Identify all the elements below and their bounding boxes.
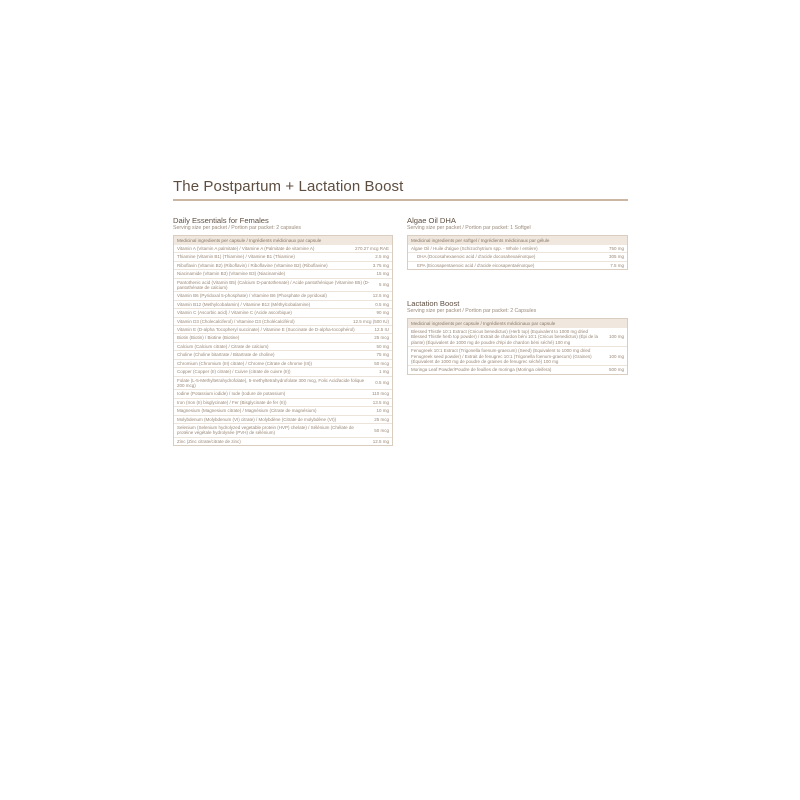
table-body <box>408 328 627 374</box>
ingredient-amount: 75 mg <box>376 352 389 358</box>
table-row <box>174 350 392 358</box>
table-row <box>174 325 392 333</box>
table-row <box>408 328 627 346</box>
ingredient-amount: 3.75 mg <box>372 262 389 268</box>
table-row <box>174 333 392 341</box>
table-row <box>174 278 392 292</box>
ingredient-name: Iron (Iron (II) bisglycinate) / Fer (Bisglycinate de fer (II)) <box>177 399 287 405</box>
ingredient-amount: 13.5 mg <box>372 399 389 405</box>
ingredient-amount: 25 mcg <box>374 416 389 422</box>
section-title: Daily Essentials for Females <box>173 216 269 225</box>
table-row <box>174 415 392 423</box>
ingredient-name: Choline (Choline bitartrate / Bitartrate de choline) <box>177 352 275 358</box>
ingredient-amount: 50 mg <box>376 343 389 349</box>
ingredient-amount: 15 mg <box>376 271 389 277</box>
serving-size: Serving size per packet / Portion par packet: 1 Softgel <box>407 225 531 231</box>
table-header: Medicinal ingredients per softgel / Ingrédients médicinaux par gélule <box>408 236 627 245</box>
ingredient-name: Pantothenic acid (Vitamin B5) (Calcium D-pantothenate) / Acide pantothénique (Vitamine B5) (D-pantothénate de calcium) <box>177 279 370 291</box>
ingredient-amount: 90 mg <box>376 310 389 316</box>
ingredient-name: Vitamin B12 (Methylcobalamin) / Vitamine B12 (Méthylcobalamine) <box>177 301 311 307</box>
section-title: Lactation Boost <box>407 299 460 308</box>
lactation-boost-section <box>407 299 628 375</box>
ingredient-name: Fenugreek 10:1 Extract (Trigonella foenum-graecum) (Seed) (Equivalent to 1000 mg dried Fenugreek seed powder) / Extrait de fenugrec 10:1 (Trigonella foenum-graecum) (Graines) (Équivalent de 1000 mg de poudre de graines de fenugrec séché) 100 mg <box>411 348 592 365</box>
ingredient-name: DHA (Docosahexaenoic acid / d'acide docosahexaénoïque) <box>417 254 536 260</box>
ingredient-name: Zinc (Zinc citrate/citrate de zinc) <box>177 438 241 444</box>
ingredient-name: Molybdenum (Molybdenum (VI) citrate) / Molybdène (Citrate de molybdène (VI)) <box>177 416 337 422</box>
ingredient-amount: 305 mg <box>608 254 624 260</box>
ingredient-amount: 25 mcg <box>374 335 389 341</box>
ingredient-amount: 750 mg <box>608 246 624 251</box>
ingredient-name: Riboflavin (Vitamin B2) (Riboflavin) / Riboflavine (Vitamine B2) (Riboflavine) <box>177 262 328 268</box>
ingredient-name: Copper (Copper (II) citrate) / Cuivre (citrate de cuivre (II)) <box>177 369 291 375</box>
ingredient-amount: 270.27 mcg RAE <box>354 246 389 251</box>
table-row <box>174 423 392 437</box>
table-row <box>408 346 627 365</box>
ingredient-name: Chromium (Chromium (III) citrate) / Chrome (Citrate de chrome (III)) <box>177 360 313 366</box>
table-row <box>174 300 392 308</box>
ingredient-name: Folate (L-5-Methyltetrahydrofolate), 5-methyltetrahydrofolate 300 mcg, Folic Acid/acide folique 200 mcg) <box>177 377 365 388</box>
table-row <box>174 269 392 277</box>
ingredient-name: Moringa Leaf Powder/Poudre de feuilles de moringa (Moringa oleifera) <box>411 367 552 373</box>
table-row <box>408 245 627 252</box>
table-row <box>174 398 392 406</box>
ingredient-amount: 100 mg <box>608 353 624 359</box>
table-row <box>174 359 392 367</box>
table-header: Medicinal ingredients per capsule / Ingrédients médicinaux par capsule <box>174 236 392 245</box>
ingredient-name: Biotin (Biotin) / Biotine (Biotine) <box>177 335 240 341</box>
ingredient-name: Iodine (Potassium iodide) / Iode (Iodure de potassium) <box>177 391 286 397</box>
ingredient-amount: 0.5 mg <box>375 301 389 307</box>
ingredients-table <box>407 235 628 270</box>
table-row <box>174 437 392 445</box>
table-row <box>408 261 627 269</box>
ingredient-amount: 50 mcg <box>374 427 389 433</box>
ingredient-amount: 12.5 mg <box>372 438 389 444</box>
table-body <box>174 245 392 445</box>
ingredient-amount: 0.5 mg <box>375 380 389 386</box>
table-row <box>174 261 392 269</box>
table-row <box>174 252 392 260</box>
table-row <box>174 376 392 390</box>
ingredient-name: Blessed Thistle 10:1 Extract (Cnicus benedictus) (Herb top) (Equivalent to 1000 mg dried Blessed Thistle herb top powder) / Extrait de chardon béni 10:1 (Cnicus benedictus) (Épi de la plante) (Équivalent de 1000 mg de poudre d'épi de chardon béni séché) 100 mg <box>411 329 599 345</box>
ingredients-table <box>407 318 628 375</box>
ingredients-table <box>173 235 393 446</box>
ingredient-amount: 1 mg <box>378 369 389 375</box>
table-row <box>174 367 392 375</box>
ingredient-amount: 12.5 mcg (500 IU) <box>352 318 389 324</box>
section-title: Algae Oil DHA <box>407 216 456 225</box>
ingredient-amount: 12.5 mg <box>372 293 389 299</box>
ingredient-name: Niacinamide (Vitamin B3) (Vitamine B3) (Niacinamide) <box>177 271 286 277</box>
ingredient-name: Calcium (Calcium citrate) / Citrate de calcium) <box>177 343 269 349</box>
table-row <box>174 389 392 397</box>
ingredient-name: Magnesium (Magnesium citrate) / Magnésium (Citrate de magnésium) <box>177 408 317 414</box>
daily-essentials-section <box>173 216 393 446</box>
ingredient-amount: 7.5 mg <box>610 262 624 268</box>
title-divider <box>173 199 628 201</box>
ingredient-amount: 10 mg <box>376 408 389 414</box>
ingredient-name: EPA (Eicosapentaenoic acid / d'acide eicosapentaénoïque) <box>417 262 535 268</box>
ingredient-name: Vitamin E (D-alpha Tocopheryl succinate) / Vitamine E (Succinate de D-alpha-tocophérol) <box>177 327 355 333</box>
ingredient-amount: 100 mg <box>608 334 624 340</box>
serving-size: Serving size per packet / Portion par packet: 2 Capsules <box>407 308 537 314</box>
ingredient-name: Selenium (Selenium hydrolyzed vegetable protein (HVP) chelate) / Sélénium (Chélate de protéine végétale hydrolysée (PVH) de sélénium) <box>177 424 354 436</box>
ingredient-name: Vitamin D3 (Cholecalciferol) / Vitamine D3 (Cholécalciférol) <box>177 318 295 324</box>
ingredient-amount: 500 mg <box>608 367 624 373</box>
table-body <box>408 245 627 269</box>
table-header: Medicinal ingredients per capsule / Ingrédients médicinaux par capsule <box>408 319 627 328</box>
ingredient-name: Algae Oil / Huile d'algue (Schizochytrium spp. - Whole / entière) <box>411 246 538 251</box>
table-row <box>174 342 392 350</box>
table-row <box>174 245 392 252</box>
page-title: The Postpartum + Lactation Boost <box>173 178 404 195</box>
ingredient-name: Vitamin B6 (Pyridoxal 5-phosphate) / Vitamine B6 (Phosphate de pyridoxal) <box>177 293 327 299</box>
table-row <box>174 291 392 299</box>
ingredient-name: Vitamin C (Ascorbic acid) / Vitamine C (Acide ascorbique) <box>177 310 292 316</box>
ingredient-amount: 5 mg <box>378 282 389 288</box>
table-row <box>174 317 392 325</box>
ingredient-amount: 110 mcg <box>372 391 389 397</box>
ingredient-amount: 50 mcg <box>374 360 389 366</box>
table-row <box>174 406 392 414</box>
serving-size: Serving size per packet / Portion par packet: 2 capsules <box>173 225 302 231</box>
table-row <box>408 365 627 373</box>
ingredient-name: Thiamine (Vitamin B1) (Thiamine) / Vitamine B1 (Thiamine) <box>177 254 295 260</box>
ingredient-amount: 12.5 IU <box>374 327 389 333</box>
ingredient-name: Vitamin A (Vitamin A palmitate) / Vitamine A (Palmitate de vitamine A) <box>177 246 315 251</box>
table-row <box>408 252 627 260</box>
table-row <box>174 308 392 316</box>
algae-oil-section <box>407 216 628 270</box>
ingredient-amount: 2.5 mg <box>375 254 389 260</box>
